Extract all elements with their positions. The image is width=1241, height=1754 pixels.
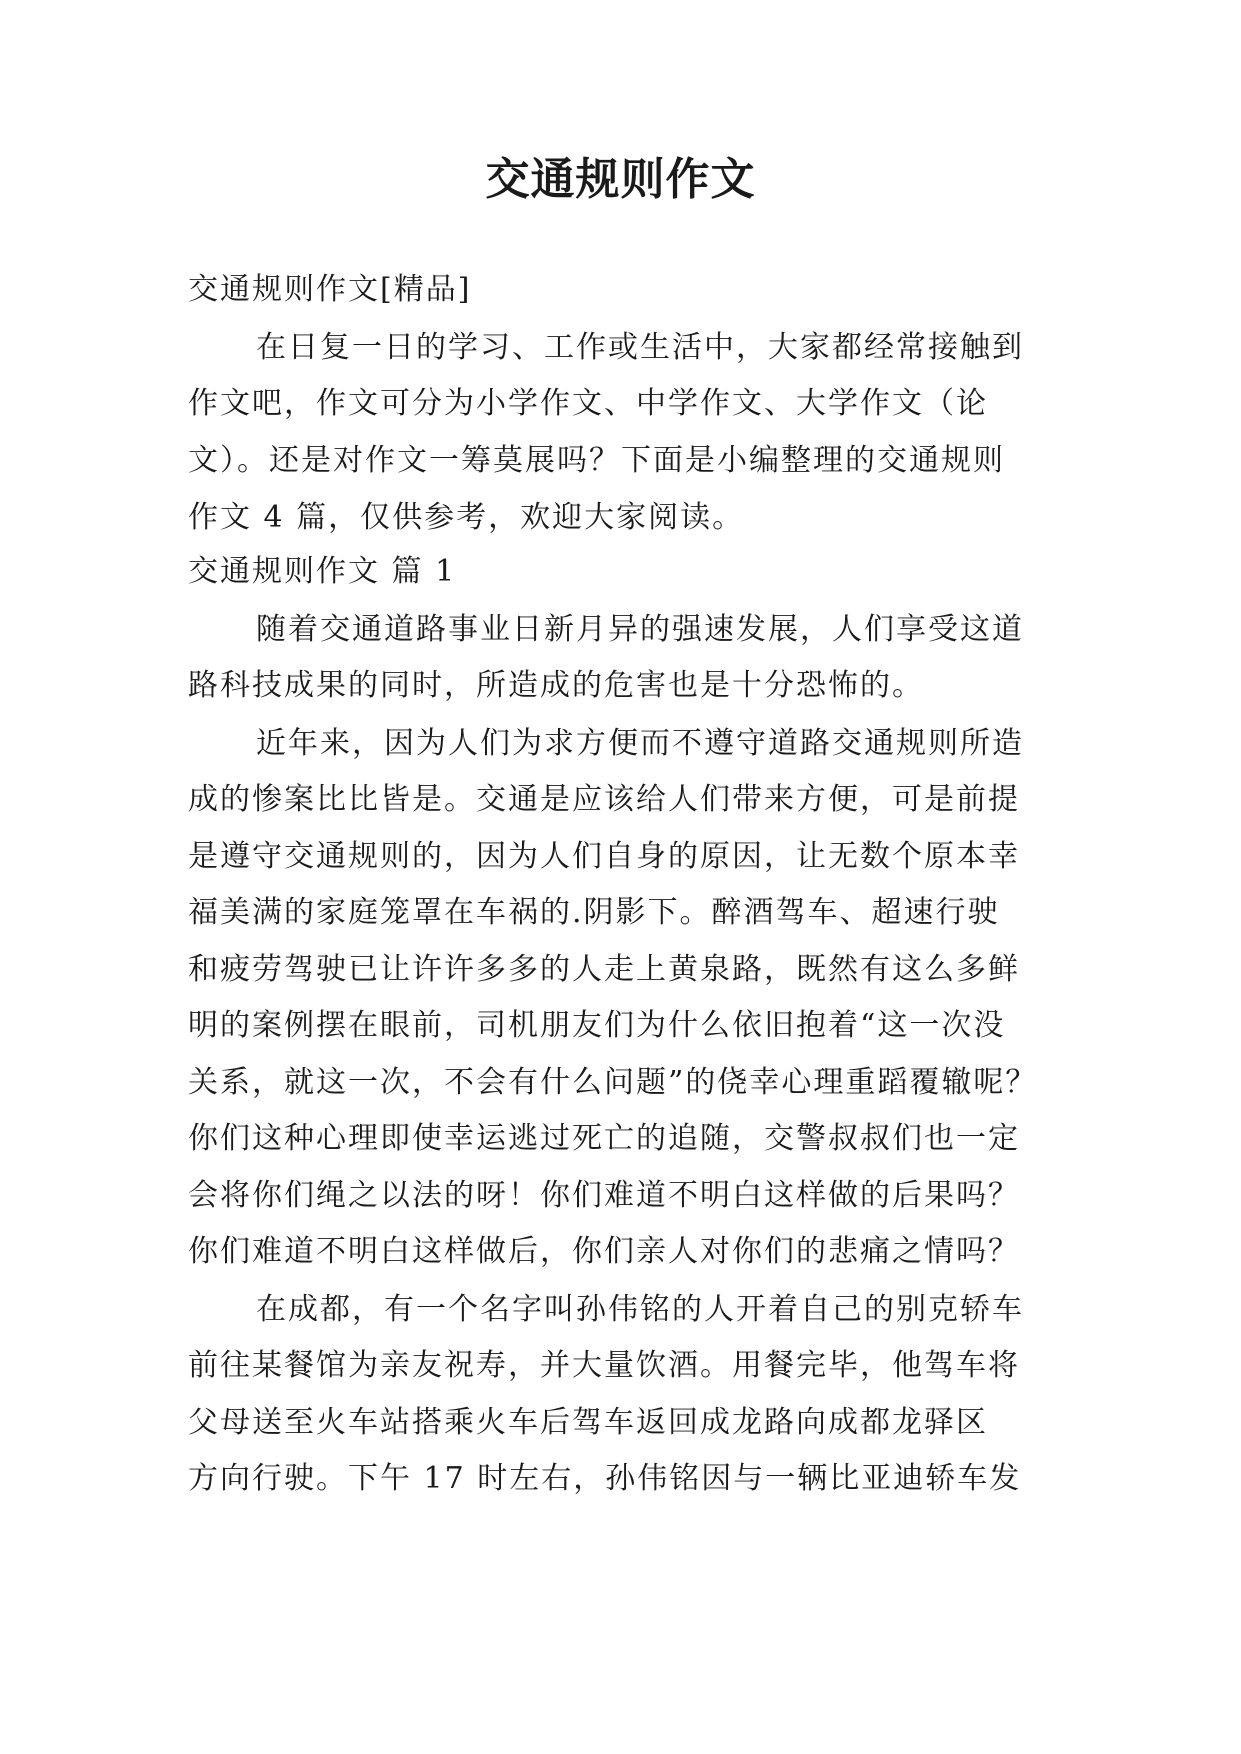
paragraph-line: 前往某餐馆为亲友祝寿，并大量饮酒。用餐完毕，他驾车将 [188,1348,1020,1383]
paragraph-line: 明的案例摆在眼前，司机朋友们为什么依旧抱着“这一次没 [188,1008,1006,1043]
paragraph-line: 关系，就这一次，不会有什么问题”的侥幸心理重蹈覆辙呢？ [188,1065,1038,1100]
document-title: 交通规则作文 [485,154,756,205]
paragraph-line: 在日复一日的学习、工作或生活中，大家都经常接触到 [256,330,1024,365]
paragraph-line: 福美满的家庭笼罩在车祸的.阴影下。醉酒驾车、超速行驶 [188,895,1000,930]
paragraph-line: 你们难道不明白这样做后，你们亲人对你们的悲痛之情吗？ [188,1234,1020,1269]
paragraph-line: 在成都，有一个名字叫孙伟铭的人开着自己的别克轿车 [256,1292,1024,1327]
paragraph-line: 路科技成果的同时，所造成的危害也是十分恐怖的。 [188,668,924,703]
paragraph-line: 父母送至火车站搭乘火车后驾车返回成龙路向成都龙驿区 [188,1405,988,1440]
section-heading: 交通规则作文 篇 1 [188,554,457,589]
paragraph-line: 作文 4 篇，仅供参考，欢迎大家阅读。 [188,500,745,535]
paragraph-line: 作文吧，作文可分为小学作文、中学作文、大学作文（论 [188,386,988,421]
paragraph-line: 会将你们绳之以法的呀！你们难道不明白这样做的后果吗？ [188,1178,1020,1213]
paragraph-line: 随着交通道路事业日新月异的强速发展，人们享受这道 [256,612,1024,647]
paragraph-line: 成的惨案比比皆是。交通是应该给人们带来方便，可是前提 [188,782,1020,817]
paragraph-line: 你们这种心理即使幸运逃过死亡的追随，交警叔叔们也一定 [188,1121,1020,1156]
paragraph-line: 方向行驶。下午 17 时左右，孙伟铭因与一辆比亚迪轿车发 [188,1461,1022,1496]
paragraph-line: 文）。还是对作文一筹莫展吗？下面是小编整理的交通规则 [188,443,1005,478]
paragraph-line: 和疲劳驾驶已让许许多多的人走上黄泉路，既然有这么多鲜 [188,952,1020,987]
paragraph-line: 近年来，因为人们为求方便而不遵守道路交通规则所造 [256,726,1024,761]
paragraph-line: 是遵守交通规则的，因为人们自身的原因，让无数个原本幸 [188,839,1020,874]
subtitle-line: 交通规则作文[精品] [188,272,472,307]
